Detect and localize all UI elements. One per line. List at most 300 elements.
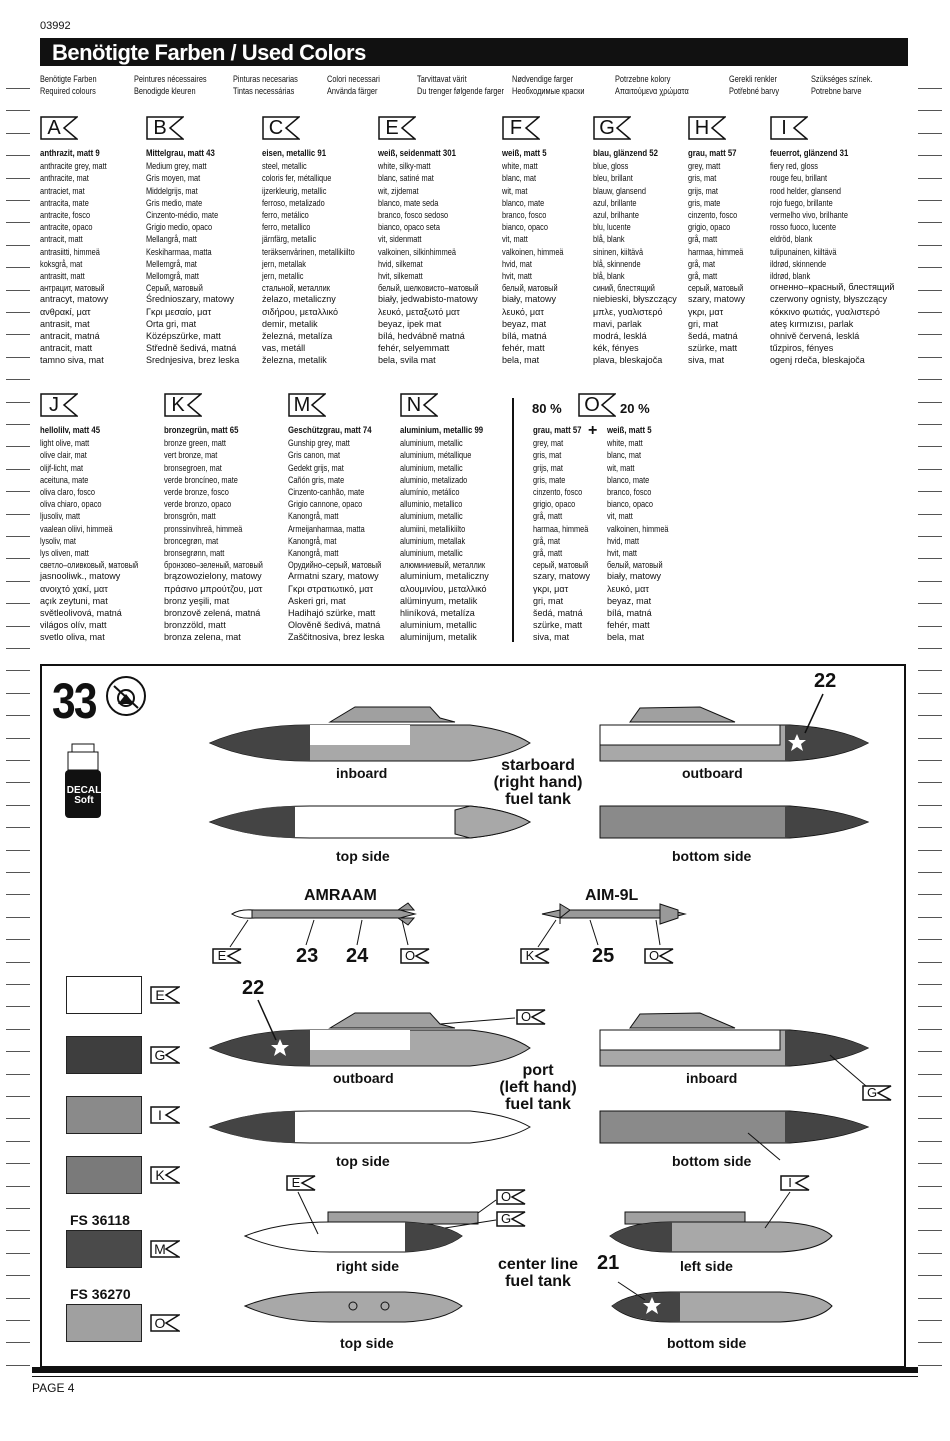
color-translation: szary, matowy [533,571,591,583]
color-translation: γκρι, ματ [688,306,724,318]
color-translation: beyaz, mat [502,318,547,330]
footer-line [32,1376,918,1377]
mix-percent-left: 80 % [532,401,562,416]
color-translation: lys oliven, matt [40,548,89,559]
color-translation: azul, brillante [593,197,637,208]
color-translation: fiery red, gloss [770,161,818,172]
color-translation: серый, матовый [688,283,744,294]
title-line: center line [497,1256,579,1273]
starboard-inboard-tank [210,707,530,761]
color-translation: bleu, brillant [593,173,633,184]
label-starboard-outboard: outboard [682,765,743,781]
color-translation: biały, matowy [607,571,662,583]
center-right-side-tank [245,1192,496,1252]
color-translation: lysoliv, mat [40,535,76,546]
color-tag-letter: I [781,117,787,139]
color-translation: jern, metallak [262,258,306,269]
color-tag-letter: O [154,1315,166,1331]
color-translation: синий, блестящий [593,283,655,294]
color-translation: Medium grey, matt [146,161,207,172]
color-swatch-e [66,976,142,1014]
color-translation: bela, mat [502,355,540,367]
color-translation: κόκκινο φωτιάς, γυαλιστερό [770,306,880,318]
color-swatch-o [66,1304,142,1342]
color-translation: kék, fényes [593,343,639,355]
color-translation: aluminium, metallak [400,535,466,546]
color-translation: Kanongrå, matt [288,548,339,559]
color-translation: czerwony ognisty, błyszczący [770,294,888,306]
color-translation: grey, matt [688,161,721,172]
color-translation: blå, blank [593,271,625,282]
color-translation: ανοιχτό χακί, ματ [40,583,108,595]
color-name: bronzegrün, matt 65 [164,425,239,436]
color-translation: aluminium, metallic [400,438,463,449]
color-translation: beyaz, ipek mat [378,318,442,330]
step-number: 33 [52,673,96,729]
header-language-text: Använda färger [327,86,378,96]
color-tag-letter: E [385,117,399,139]
color-tag-letter: F [509,117,523,139]
color-translation: gris, mate [688,197,721,208]
color-translation: järnfärg, metallic [262,234,317,245]
color-translation: стальной, металлик [262,283,330,294]
color-translation: Γκρι στρατιωτικό, ματ [288,583,374,595]
color-translation: grijs, mat [533,462,563,473]
color-tag-letter: C [268,117,284,139]
color-translation: Kanongrå, matt [288,511,339,522]
amraam-missile [230,903,415,947]
color-translation: bela, mat [607,632,645,644]
color-name: Geschützgrau, matt 74 [288,425,372,436]
color-translation: hvid, mat [502,258,532,269]
color-translation: branco, fosco sedoso [378,210,449,221]
decal-label-bottom: Soft [74,795,94,806]
color-translation: огненно–красный, блестящий [770,282,895,294]
color-translation: ohnivě červená, lesklá [770,331,860,343]
label-starboard-bottom-side: bottom side [672,848,752,864]
color-translation: μπλε, γυαλιστερό [593,306,663,318]
color-translation: blanco, mate [607,474,650,485]
color-tag-letter: M [154,1241,166,1257]
color-translation: alüminyum, metalik [400,595,478,607]
color-translation: fehér, matt [502,343,545,355]
color-translation: fehér, matt [607,620,650,632]
color-translation: antracit, matt [40,234,83,245]
color-translation: Srednjesiva, brez leska [146,355,240,367]
color-tag-letter: I [788,1175,792,1190]
title-line: port [522,1062,554,1079]
color-translation: αλουμινίου, μεταλλικό [400,583,487,595]
color-translation: rood helder, glansend [770,185,841,196]
mix-plus: + [588,422,598,439]
color-translation: Middelgrijs, mat [146,185,198,196]
color-translation: żelazo, metaliczny [262,294,336,306]
color-translation: Cinzento-médio, mate [146,210,219,221]
color-translation: bílá, matná [607,608,652,620]
color-tag-letter: O [520,1009,532,1024]
color-translation: grå, mat [688,258,716,269]
color-translation: blanc, satiné mat [378,173,434,184]
aim9-label: AIM-9L [585,887,639,904]
decal-number-24: 24 [346,945,369,967]
color-translation: ildrød, blank [770,271,811,282]
color-tag-letter: G [500,1211,512,1226]
color-translation: rosso fuoco, lucente [770,222,837,233]
color-translation: hvid, silkemat [378,258,423,269]
color-translation: белый, матовый [502,283,558,294]
color-translation: teräksenvärinen, metallikiilto [262,246,355,257]
color-translation: Gris medio, mate [146,197,203,208]
color-translation: bianco, opaco [502,222,548,233]
color-translation: verde broncíneo, mate [164,474,238,485]
color-translation: vas, metáll [262,343,306,355]
label-port-outboard: outboard [333,1070,394,1086]
color-name: weiß, matt 5 [502,148,547,159]
color-translation: tulipunainen, kiiltävä [770,246,837,257]
color-translation: vermelho vivo, brilhante [770,210,848,221]
fs-code-label: FS 36118 [70,1212,130,1228]
color-translation: Középszürke, matt [146,331,221,343]
color-translation: vit, matt [502,234,528,245]
color-translation: ferro, metálico [262,210,309,221]
color-translation: vit, matt [607,511,633,522]
color-translation: alumiini, metallikiilto [400,523,466,534]
color-translation: eldröd, blank [770,234,813,245]
decal-number-25: 25 [592,945,615,967]
color-translation: grå, matt [688,234,718,245]
color-translation: tűzpiros, fényes [770,343,834,355]
color-translation: tamno siva, mat [40,355,104,367]
color-translation: алюминиевый, металлик [400,560,486,571]
label-port-top-side: top side [336,1153,390,1169]
label-port-bottom-side: bottom side [672,1153,752,1169]
color-swatch-k [66,1156,142,1194]
color-tag-letter: E [291,1175,301,1190]
color-translation: wit, mat [502,185,528,196]
color-translation: Zaščitnosiva, brez leska [288,632,385,644]
color-translation: антрацит, матовый [40,283,105,294]
color-tag-letter: J [49,394,59,416]
page-number: PAGE 4 [32,1381,75,1395]
color-name: eisen, metallic 91 [262,148,327,159]
color-translation: modrá, lesklá [593,331,647,343]
color-name: weiß, seidenmatt 301 [378,148,456,159]
title-line: (left hand) [499,1079,577,1096]
color-tag-letter: K [525,948,535,963]
color-translation: grå, matt [688,271,718,282]
color-translation: koksgrå, mat [40,258,83,269]
title-line: fuel tank [505,1273,571,1290]
color-translation: bela, svila mat [378,355,436,367]
color-translation: Mellangrå, matt [146,234,197,245]
color-name: blau, glänzend 52 [593,148,658,159]
label-center-bottom-side: bottom side [667,1335,747,1351]
color-translation: bronsegrønn, matt [164,548,225,559]
color-swatch-m [66,1230,142,1268]
color-tag-letter: K [171,394,185,416]
color-translation: Grigio cannone, opaco [288,499,363,510]
color-translation: wit, matt [607,462,635,473]
header-language-text: Benodigde kleuren [134,86,196,96]
color-translation: bronzzöld, matt [164,620,226,632]
center-top-tank [245,1292,462,1322]
color-translation: grey, mat [533,438,564,449]
color-translation: verde bronze, fosco [164,487,229,498]
color-name: feuerrot, glänzend 31 [770,148,849,159]
color-translation: gri, mat [533,595,564,607]
color-translation: alumínio, metálico [400,487,460,498]
header-language-text: Peintures nécessaires [134,74,207,84]
color-translation: bílá, matná [502,331,547,343]
color-translation: antrasit, mat [40,318,90,330]
color-translation: Mellomgrå, matt [146,271,199,282]
color-translation: niebieski, błyszczący [593,294,677,306]
color-translation: aluminium, metaliczny [400,571,489,583]
color-translation: coloris fer, métallique [262,173,332,184]
color-translation: antracit, matná [40,331,100,343]
color-translation: antrasiitti, himmeä [40,246,100,257]
color-translation: antrasitt, matt [40,271,85,282]
color-translation: blanco, mate seda [378,197,439,208]
color-translation: Gris moyen, mat [146,173,201,184]
header-language-text: Du trenger følgende farger [417,86,504,96]
color-translation: antracita, mate [40,197,89,208]
color-translation: antracyt, matowy [40,294,109,306]
decal-number-21: 21 [597,1252,620,1274]
title-line: starboard [501,757,575,774]
color-translation: light olive, matt [40,438,90,449]
color-translation: wit, zijdemat [378,185,419,196]
color-translation: Olověně šedivá, matná [288,620,381,632]
fs-code-label: FS 36270 [70,1286,131,1302]
color-translation: ildrød, skinnende [770,258,827,269]
color-translation: jern, metallic [262,271,304,282]
color-translation: fehér, selyemmatt [378,343,450,355]
color-translation: white, silky-matt [378,161,431,172]
color-translation: mavi, parlak [593,318,642,330]
color-translation: hvid, matt [607,535,639,546]
color-translation: svetlo oliva, mat [40,632,105,644]
color-translation: sininen, kiiltävä [593,246,644,257]
color-translation: λευκό, ματ [502,306,544,318]
center-bottom-tank [612,1282,832,1322]
color-translation: aluminium, métallique [400,450,472,461]
color-translation: светло–оливковый, матовый [40,560,139,571]
color-translation: aluminium, metallic [400,511,463,522]
color-tag-letter: E [155,987,165,1003]
color-translation: šedá, matná [688,331,738,343]
color-translation: blå, skinnende [593,258,641,269]
color-translation: gris, mat [533,450,562,461]
color-translation: bianco, opaco seta [378,222,440,233]
header-language-text: Potřebné barvy [729,86,780,96]
color-translation: azul, brilhante [593,210,639,221]
color-translation: bílá, hedvábně matná [378,331,465,343]
port-tank-title [485,1062,591,1113]
color-translation: vit, sidenmatt [378,234,422,245]
label-starboard-inboard: inboard [336,765,388,781]
header-language-text: Szükséges színek. [811,74,873,84]
color-translation: bronzově zelená, matná [164,608,261,620]
color-translation: brązowozielony, matowy [164,571,262,583]
center-tank-title [485,1256,591,1290]
title-line: fuel tank [505,791,571,808]
color-translation: Gunship grey, matt [288,438,350,449]
color-translation: blu, lucente [593,222,631,233]
color-tag-letter: B [153,117,167,139]
color-translation: white, matt [502,161,538,172]
color-translation: bronsegroen, mat [164,462,222,473]
color-name: aluminium, metallic 99 [400,425,484,436]
color-translation: grigio, opaco [533,499,576,510]
color-translation: beyaz, mat [607,595,652,607]
color-translation: ανθρακί, ματ [40,306,91,318]
color-translation: blå, blank [593,234,625,245]
color-translation: vaalean oliivi, himmeä [40,523,113,534]
label-starboard-top-side: top side [336,848,390,864]
color-translation: Hadihajó szürke, matt [288,608,376,620]
title-line: fuel tank [505,1096,571,1113]
color-translation: branco, fosco [502,210,547,221]
color-translation: hvit, silkematt [378,271,423,282]
color-tag-letter: I [158,1107,162,1123]
color-translation: Orta gri, mat [146,318,197,330]
color-translation: hvit, matt [502,271,532,282]
color-translation: Mellemgrå, mat [146,258,197,269]
color-translation: blauw, glansend [593,185,646,196]
color-translation: jasnooliwk., matowy [40,571,121,583]
color-translation: cinzento, fosco [688,210,738,221]
color-translation: bronsgrön, matt [164,511,216,522]
color-name: grau, matt 57 [533,425,582,436]
color-translation: ljusoliv, matt [40,511,81,522]
color-translation: szürke, matt [533,620,583,632]
starboard-top-tank [210,806,530,838]
label-center-left-side: left side [680,1258,733,1274]
color-translation: Grigio medio, opaco [146,222,213,233]
header-language-text: Необходимые краски [512,86,585,96]
color-translation: grå, mat [533,535,561,546]
decal-number-23: 23 [296,945,319,967]
color-translation: ferroso, metalizado [262,197,325,208]
color-translation: bianco, opaco [607,499,653,510]
color-tag-letter: O [584,394,600,416]
mix-percent-right: 20 % [620,401,650,416]
header-language-text: Benötigte Farben [40,74,97,84]
color-translation: olive clair, mat [40,450,87,461]
color-translation: Серый, матовый [146,283,203,294]
label-center-right-side: right side [336,1258,400,1274]
color-translation: blue, gloss [593,161,629,172]
color-translation: γκρι, ματ [533,583,569,595]
color-translation: antracite, fosco [40,210,91,221]
color-translation: aluminium, metallic [400,462,463,473]
color-tag-letter: G [866,1085,878,1100]
color-translation: cinzento, fosco [533,487,583,498]
color-translation: broncegrøn, mat [164,535,219,546]
color-translation: blanc, mat [502,173,537,184]
color-translation: aluminium, metallic [400,620,477,632]
color-translation: Gedekt grijs, mat [288,462,344,473]
color-translation: aluminio, metalizado [400,474,468,485]
color-name: hellolilv, matt 45 [40,425,101,436]
starboard-bottom-tank [600,806,868,838]
color-translation: steel, metallic [262,161,307,172]
color-translation: grå, matt [533,548,563,559]
color-translation: blanco, mate [502,197,545,208]
color-translation: plava, bleskajoča [593,355,663,367]
starboard-tank-title [485,757,591,808]
color-translation: valkoinen, himmeä [502,246,564,257]
color-translation: grå, matt [533,511,563,522]
decal-number-22-port: 22 [242,977,265,999]
color-translation: Askeri gri, mat [288,595,346,607]
color-tag-letter: O [500,1189,512,1204]
color-translation: valkoinen, himmeä [607,523,669,534]
color-translation: železna, metalik [262,355,327,367]
color-translation: oliva chiaro, opaco [40,499,102,510]
color-translation: Średnioszary, matowy [146,294,235,306]
decal-label-top: DECAL [66,785,102,796]
document-number: 03992 [40,20,71,32]
aim9-missile [538,904,685,947]
color-swatch-g [66,1036,142,1074]
color-translation: siva, mat [533,632,570,644]
header-language-text: Tintas necessárias [233,86,295,96]
color-translation: harmaa, himmeä [688,246,744,257]
color-translation: ogenj rdeča, bleskajoča [770,355,865,367]
color-translation: white, matt [607,438,643,449]
color-translation: gris, mat [688,173,717,184]
header-language-text: Απαιτούμενα χρώματα [615,86,689,96]
header-language-text: Pinturas necesarias [233,74,298,84]
color-translation: σιδήρου, μεταλλικό [262,306,339,318]
color-translation: Keskiharmaa, matta [146,246,212,257]
color-translation: rojo fuego, brillante [770,197,833,208]
color-translation: bronz yeşili, mat [164,595,230,607]
color-tag-letter: O [404,948,416,963]
color-translation: açık zeytuni, mat [40,595,108,607]
color-translation: olijf-licht, mat [40,462,84,473]
color-swatch-i [66,1096,142,1134]
header-language-text: Gerekli renkler [729,74,777,84]
color-name: anthrazit, matt 9 [40,148,100,159]
color-translation: blanc, mat [607,450,642,461]
color-translation: Γκρι μεσαίο, ματ [146,306,212,318]
color-tag-letter: E [217,948,227,963]
color-translation: grigio, opaco [688,222,731,233]
color-translation: белый, матовый [607,560,663,571]
color-translation: πράσινο μπρούτζου, ματ [164,583,263,595]
color-translation: hliníková, metalíza [400,608,475,620]
color-translation: bronze green, matt [164,438,226,449]
color-translation: szürke, matt [688,343,738,355]
color-translation: valkoinen, silkinhimmeä [378,246,456,257]
color-translation: bronza zelena, mat [164,632,241,644]
color-translation: Cañón gris, mate [288,474,345,485]
color-translation: pronssinvihreä, himmeä [164,523,243,534]
color-translation: rouge feu, brillant [770,173,828,184]
color-tag-letter: N [406,394,422,416]
color-name: grau, matt 57 [688,148,737,159]
color-translation: белый, шелковисто–матовый [378,283,479,294]
header-language-text: Colori necessari [327,74,380,84]
color-translation: Gris canon, mat [288,450,341,461]
port-top-tank [210,1111,530,1143]
color-tag-letter: M [293,394,311,416]
center-left-side-tank [610,1192,832,1252]
color-translation: harmaa, himmeä [533,523,589,534]
